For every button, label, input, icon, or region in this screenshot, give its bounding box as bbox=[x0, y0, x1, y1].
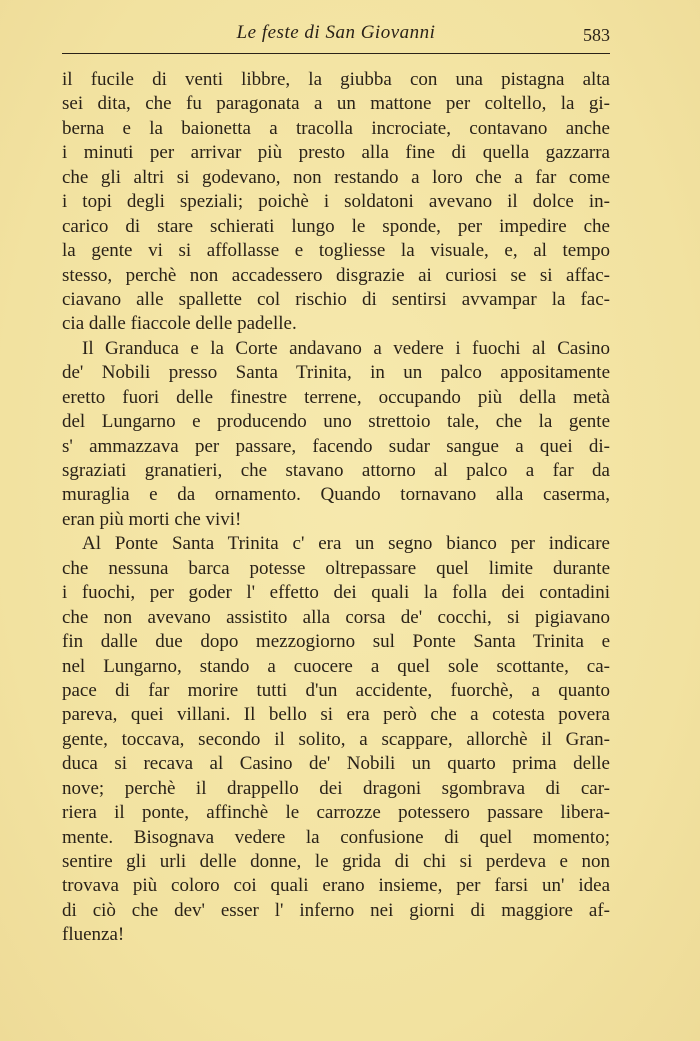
text-line: pareva, quei villani. Il bello si era però che a cotesta povera bbox=[62, 704, 610, 726]
text-line: i topi degli speziali; poichè i soldatoni avevano il dolce in- bbox=[62, 191, 610, 213]
text-line: eretto fuori delle finestre terrene, occupando più della metà bbox=[62, 386, 610, 408]
text-line: gente, toccava, secondo il solito, a scappare, allorchè il Gran- bbox=[62, 728, 610, 750]
text-line: fin dalle due dopo mezzogiorno sul Ponte Santa Trinita e bbox=[62, 631, 610, 653]
text-line: il fucile di venti libbre, la giubba con una pistagna alta bbox=[62, 69, 610, 90]
text-line: i fuochi, per goder l' effetto dei quali la folla dei contadini bbox=[62, 582, 610, 604]
text-line: muraglia e da ornamento. Quando tornavano alla caserma, bbox=[62, 484, 610, 506]
text-line: Al Ponte Santa Trinita c' era un segno bianco per indicare bbox=[82, 533, 610, 555]
text-line: riera il ponte, affinchè le carrozze potessero passare libera- bbox=[62, 802, 610, 824]
header-rule bbox=[62, 53, 610, 54]
text-line: carico di stare schierati lungo le sponde, per impedire che bbox=[62, 215, 610, 237]
text-line: sentire gli urli delle donne, le grida di chi si perdeva e non bbox=[62, 851, 610, 872]
text-line: che non avevano assistito alla corsa de' cocchi, si pigiavano bbox=[62, 606, 610, 628]
text-line: eran più morti che vivi! bbox=[62, 508, 242, 530]
text-line: che gli altri si godevano, non restando a loro che a far come bbox=[62, 166, 610, 188]
text-line: de' Nobili presso Santa Trinita, in un palco appositamente bbox=[62, 362, 610, 384]
body-text bbox=[62, 68, 610, 948]
paragraph bbox=[62, 68, 610, 337]
text-line: del Lungarno e producendo uno strettoio tale, che la gente bbox=[62, 411, 610, 433]
page-number: 583 bbox=[583, 25, 610, 45]
text-line: mente. Bisognava vedere la confusione di quel momento; bbox=[62, 826, 610, 848]
text-line: fluenza! bbox=[62, 924, 125, 946]
text-line: nel Lungarno, stando a cuocere a quel sole scottante, ca- bbox=[62, 655, 610, 677]
text-line: di ciò che dev' esser l' inferno nei giorni di maggiore af- bbox=[62, 899, 610, 921]
text-line: pace di far morire tutti d'un accidente, fuorchè, a quanto bbox=[62, 679, 610, 701]
paragraph bbox=[62, 532, 610, 947]
text-line: che nessuna barca potesse oltrepassare quel limite durante bbox=[62, 557, 610, 579]
text-line: s' ammazzava per passare, facendo sudar sangue a quei di- bbox=[62, 435, 610, 457]
text-line: cia dalle fiaccole delle padelle. bbox=[62, 313, 297, 335]
text-line: trovava più coloro coi quali erano insieme, per farsi un' idea bbox=[62, 875, 610, 897]
text-line: stesso, perchè non accadessero disgrazie ai curiosi se si affac- bbox=[62, 264, 610, 286]
text-line: berna e la baionetta a tracolla incrociate, contavano anche bbox=[62, 117, 610, 139]
text-line: la gente vi si affollasse e togliesse la visuale, e, al tempo bbox=[62, 240, 610, 262]
text-line: ciavano alle spallette col rischio di sentirsi avvampar la fac- bbox=[62, 288, 610, 310]
text-line: Il Granduca e la Corte andavano a vedere i fuochi al Casino bbox=[82, 337, 610, 359]
text-line: nove; perchè il drappello dei dragoni sgombrava di car- bbox=[62, 777, 610, 799]
text-line: i minuti per arrivar più presto alla fine di quella gazzarra bbox=[62, 142, 610, 164]
running-head bbox=[62, 22, 610, 52]
text-line: duca si recava al Casino de' Nobili un quarto prima delle bbox=[62, 753, 610, 775]
text-line: sgraziati granatieri, che stavano attorno al palco a far da bbox=[62, 460, 610, 481]
text-line: sei dita, che fu paragonata a un mattone per coltello, la gi- bbox=[62, 93, 610, 115]
paragraph bbox=[62, 337, 610, 533]
running-title: Le feste di San Giovanni bbox=[236, 22, 436, 43]
